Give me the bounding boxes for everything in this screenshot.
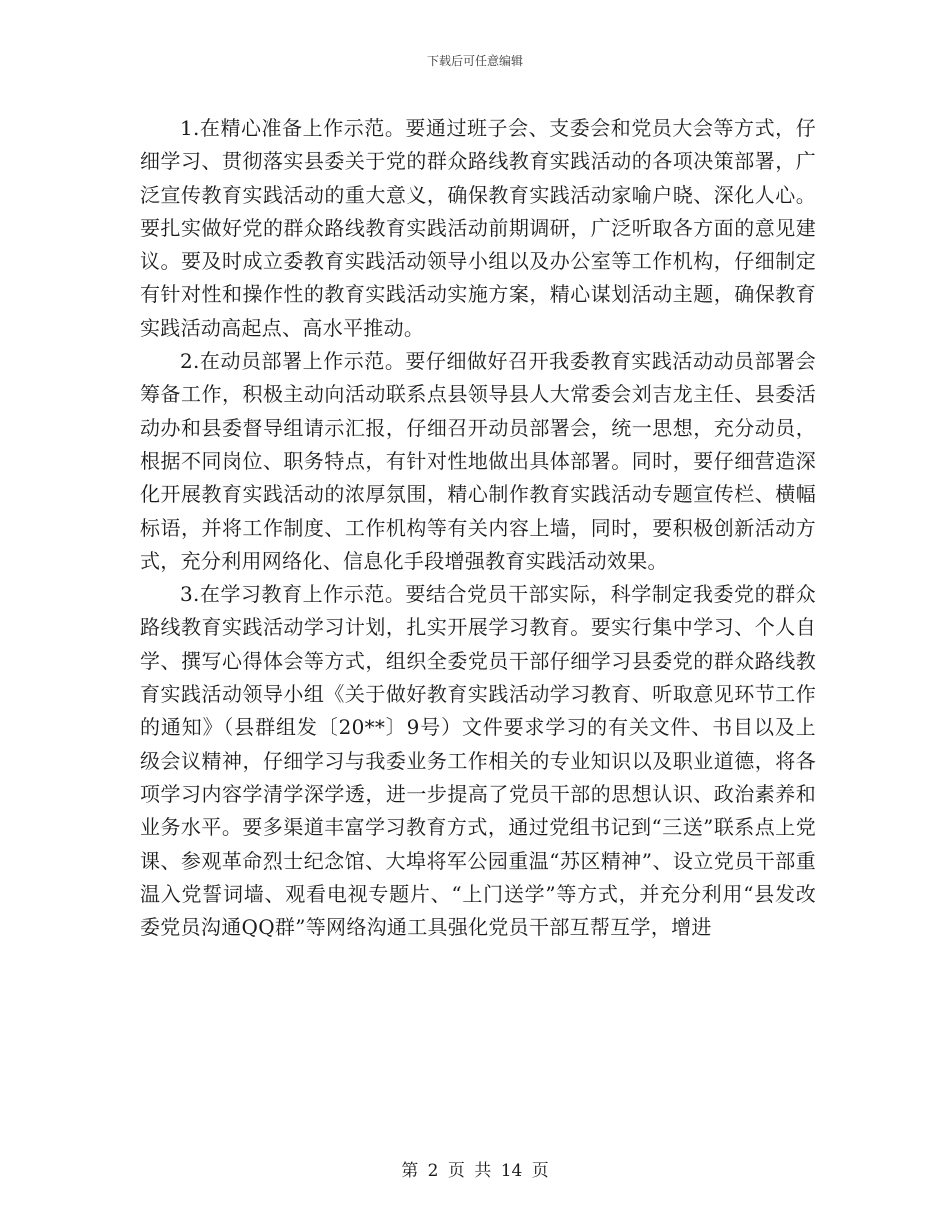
paragraph-3: 3.在学习教育上作示范。要结合党员干部实际，科学制定我委党的群众路线教育实践活动学习计划，扎实开展学习教育。要实行集中学习、个人自学、撰写心得体会等方式，组织全委党员干部仔细学习县委党的群众路线教育实践活动领导小组《关于做好教育实践活动学习教育、听取意见环节工作的通知》（县群组发〔20**〕9号）文件要求学习的有关文件、书目以及上级会议精神，仔细学习与我委业务工作相关的专业知识以及职业道德，将各项学习内容学清学深学透，进一步提高了党员干部的思想认识、政治素养和业务水平。要多渠道丰富学习教育方式，通过党组书记到“三送”联系点上党课、参观革命烈士纪念馆、大埠将军公园重温“苏区精神”、设立党员干部重温入党誓词墙、观看电视专题片、“上门送学”等方式，并充分利用“县发改委党员沟通QQ群”等网络沟通工具强化党员干部互帮互学，增进 [140,582,816,940]
page-number-footer: 第 2 页 共 14 页 [401,1161,549,1181]
paragraph-2: 2.在动员部署上作示范。要仔细做好召开我委教育实践活动动员部署会筹备工作，积极主动向活动联系点县领导县人大常委会刘吉龙主任、县委活动办和县委督导组请示汇报，仔细召开动员部署会，统一思想，充分动员，根据不同岗位、职务特点，有针对性地做出具体部署。同时，要仔细营造深化开展教育实践活动的浓厚氛围，精心制作教育实践活动专题宣传栏、横幅标语，并将工作制度、工作机构等有关内容上墙，同时，要积极创新活动方式，充分利用网络化、信息化手段增强教育实践活动效果。 [140,349,816,573]
page-header-note: 下载后可任意编辑 [426,54,523,68]
document-body [140,112,816,944]
paragraph-1: 1.在精心准备上作示范。要通过班子会、支委会和党员大会等方式，仔细学习、贯彻落实县委关于党的群众路线教育实践活动的各项决策部署，广泛宣传教育实践活动的重大意义，确保教育实践活动家喻户晓、深化人心。要扎实做好党的群众路线教育实践活动前期调研，广泛听取各方面的意见建议。要及时成立委教育实践活动领导小组以及办公室等工作机构，仔细制定有针对性和操作性的教育实践活动实施方案，精心谋划活动主题，确保教育实践活动高起点、高水平推动。 [140,116,816,340]
